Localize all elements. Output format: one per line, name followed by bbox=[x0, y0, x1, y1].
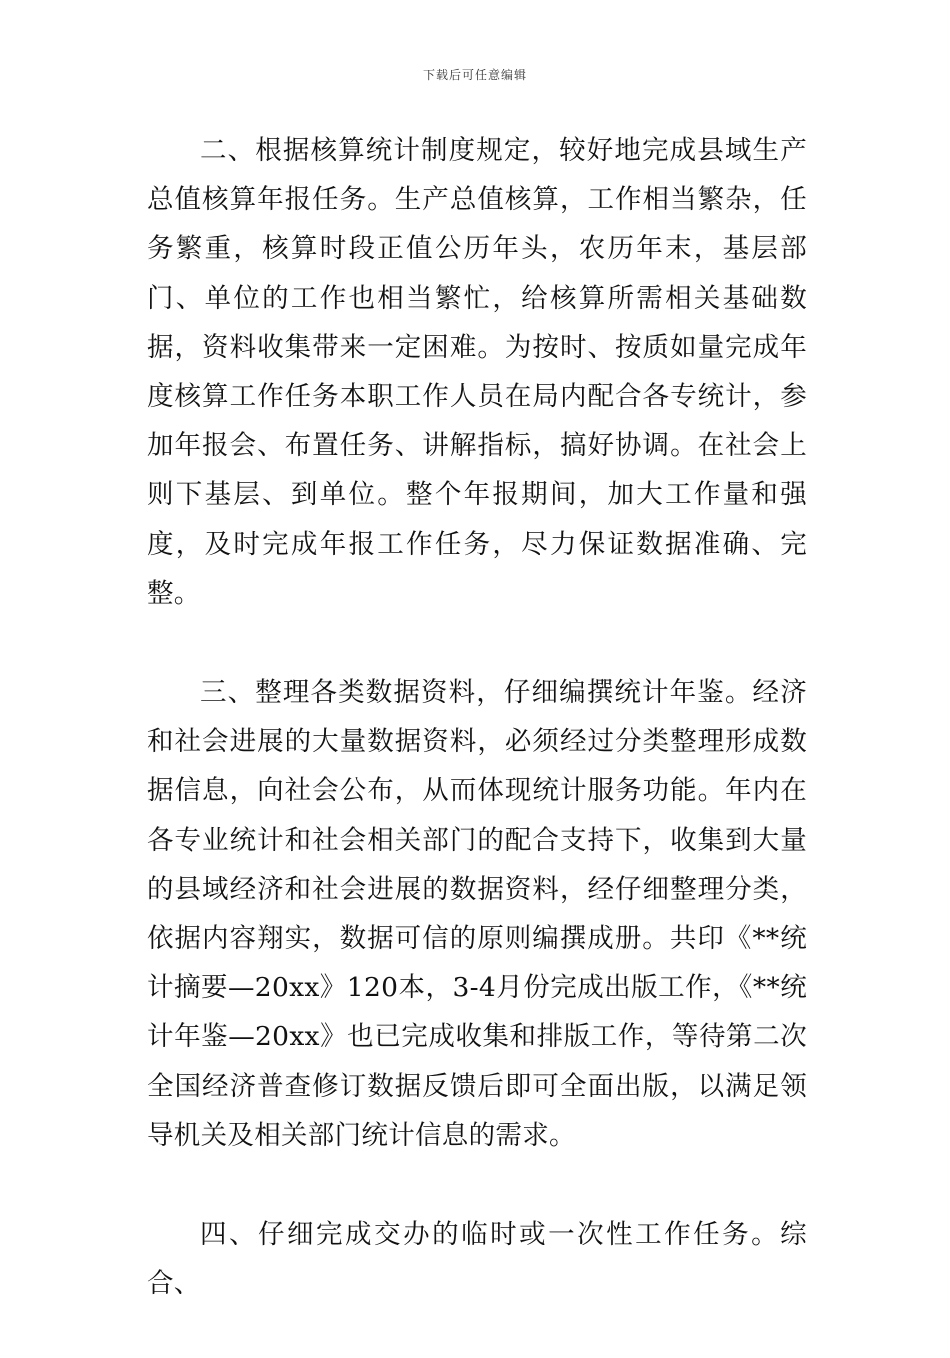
header-note: 下载后可任意编辑 bbox=[422, 68, 527, 82]
paragraph-4: 四、仔细完成交办的临时或一次性工作任务。综合、 bbox=[147, 1219, 807, 1300]
document-body bbox=[147, 126, 807, 1358]
paragraph-2: 二、根据核算统计制度规定，较好地完成县域生产总值核算年报任务。生产总值核算，工作相当繁杂，任务繁重，核算时段正值公历年头，农历年末，基层部门、单位的工作也相当繁忙，给核算所需相关基础数据，资料收集带来一定困难。为按时、按质如量完成年度核算工作任务本职工作人员在局内配合各专统计，参加年报会、布置任务、讲解指标，搞好协调。在社会上则下基层、到单位。整个年报期间，加大工作量和强度，及时完成年报工作任务，尽力保证数据准确、完整。 bbox=[147, 135, 807, 609]
paragraph-3: 三、整理各类数据资料，仔细编撰统计年鉴。经济和社会进展的大量数据资料，必须经过分类整理形成数据信息，向社会公布，从而体现统计服务功能。年内在各专业统计和社会相关部门的配合支持下，收集到大量的县域经济和社会进展的数据资料，经仔细整理分类，依据内容翔实，数据可信的原则编撰成册。共印《**统计摘要—20xx》120本，3-4月份完成出版工作，《**统计年鉴—20xx》也已完成收集和排版工作，等待第二次全国经济普查修订数据反馈后即可全面出版，以满足领导机关及相关部门统计信息的需求。 bbox=[147, 677, 807, 1151]
